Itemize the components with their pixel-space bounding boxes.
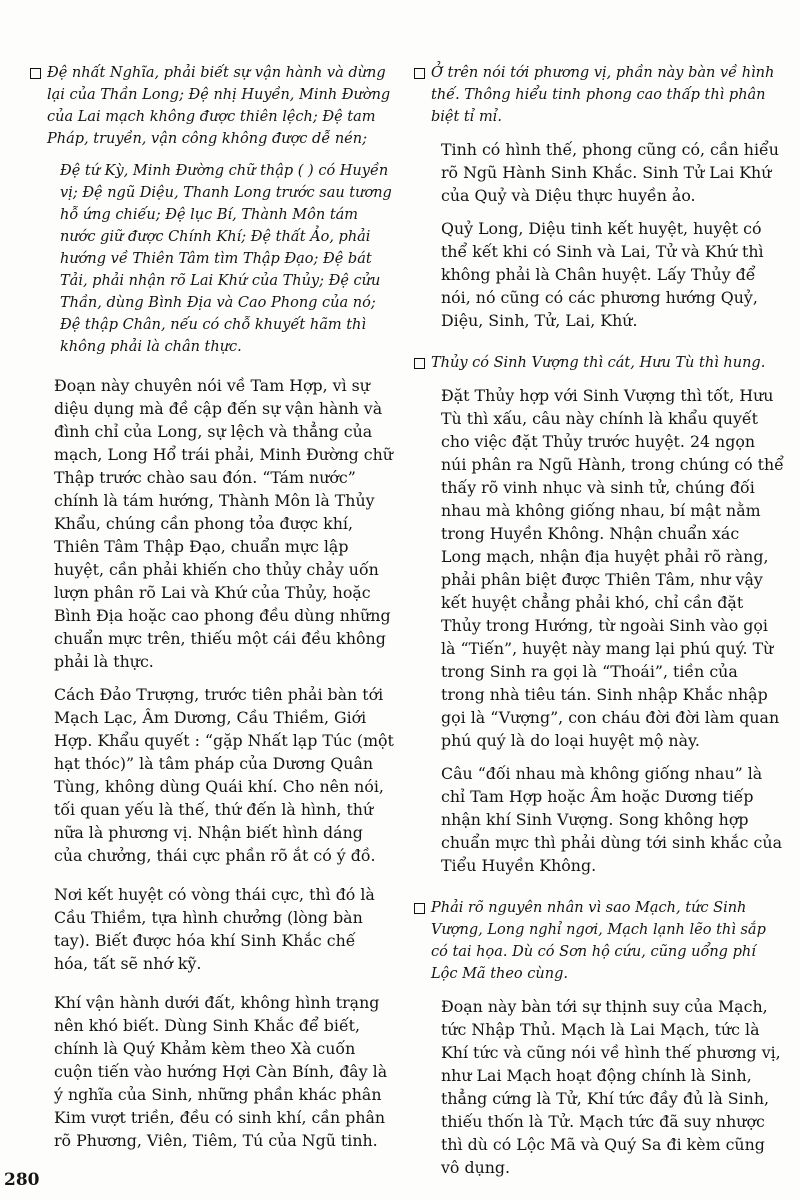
bullet-item — [414, 897, 784, 985]
right-column — [414, 62, 784, 1179]
body-paragraph: Nơi kết huyệt có vòng thái cực, thì đó là Cầu Thiềm, tựa hình chưởng (lòng bàn tay). Biết được hóa khí Sinh Khắc chế hóa, tất sẽ nhớ kỹ. — [54, 885, 375, 973]
italic-verse: Phải rõ nguyên nhân vì sao Mạch, tức Sinh Vượng, Long nghỉ ngơi, Mạch lạnh lẽo thì sắp có tai họa. Dù có Sơn hộ cứu, cũng uổng phí Lộc Mã theo cùng. — [431, 900, 766, 982]
bullet-item — [414, 352, 784, 374]
left-column — [30, 62, 394, 1152]
body-paragraph: Quỷ Long, Diệu tinh kết huyệt, huyệt có thể kết khi có Sinh và Lai, Tử và Khứ thì không phải là Chân huyệt. Lấy Thủy để nói, nó cũng có các phương hướng Quỷ, Diệu, Sinh, Tử, Lai, Khứ. — [441, 219, 764, 330]
body-paragraph: Khí vận hành dưới đất, không hình trạng nên khó biết. Dùng Sinh Khắc để biết, chính là Quý Khảm kèm theo Xà cuốn cuộn tiến vào hướng Hợi Càn Bính, đây là ý nghĩa của Sinh, những phần khác phân Kim vượt triền, đều có sinh khí, cần phân rõ Phương, Viên, Tiêm, Tú của Ngũ tinh. — [54, 993, 388, 1150]
page-number: 280 — [4, 1170, 40, 1190]
checkbox-square-icon — [414, 903, 425, 914]
checkbox-square-icon — [30, 68, 41, 79]
italic-verse: Đệ nhất Nghĩa, phải biết sự vận hành và dừng lại của Thần Long; Đệ nhị Huyền, Minh Đường của Lai mạch không được thiên lệch; Đệ tam Pháp, truyền, vận công không được dễ nén; — [47, 65, 391, 147]
body-paragraph: Đoạn này bàn tới sự thịnh suy của Mạch, tức Nhập Thủ. Mạch là Lai Mạch, tức là Khí tức và cũng nói về hình thế phương vị, như Lai Mạch hoạt động chính là Sinh, thẳng cứng là Tử, Khí tức đầy đủ là Sinh, thiếu thốn là Tử. Mạch tức đã suy nhược thì dù có Lộc Mã và Quý Sa đi kèm cũng vô dụng. — [441, 997, 781, 1177]
body-paragraph: Cách Đảo Trượng, trước tiên phải bàn tới Mạch Lạc, Âm Dương, Cầu Thiềm, Giới Hợp. Khẩu quyết : “gặp Nhất lạp Túc (một hạt thóc)” là tâm pháp của Dương Quân Tùng, không dùng Quái khí. Cho nên nói, tối quan yếu là thế, thứ đến là hình, thứ nữa là phương vị. Nhận biết hình dáng của chưởng, thái cực phần rõ ắt có ý đồ. — [54, 685, 394, 865]
checkbox-square-icon — [414, 358, 425, 369]
bullet-item — [414, 62, 784, 128]
body-paragraph: Đoạn này chuyên nói về Tam Hợp, vì sự diệu dụng mà đề cập đến sự vận hành và đình chỉ của Long, sự lệch và thẳng của mạch, Long Hổ trái phải, Minh Đường chữ Thập trước chào sau đón. “Tám nước” chính là tám hướng, Thành Môn là Thủy Khẩu, chúng cần phong tỏa được khí, Thiên Tâm Thập Đạo, chuẩn mực lập huyệt, cần phải khiến cho thủy chảy uốn lượn phân rõ Lai và Khứ của Thủy, hoặc Bình Địa hoặc cao phong đều dùng những chuẩn mực trên, thiếu một cái đều không phải là thực. — [54, 376, 393, 671]
body-paragraph: Tinh có hình thế, phong cũng có, cần hiểu rõ Ngũ Hành Sinh Khắc. Sinh Tử Lai Khứ của Quỷ và Diệu thực huyền ảo. — [441, 140, 779, 205]
bullet-item — [30, 62, 394, 150]
body-paragraph: Câu “đối nhau mà không giống nhau” là chỉ Tam Hợp hoặc Âm hoặc Dương tiếp nhận khí Sinh Vượng. Song không hợp chuẩn mực thì phải dùng tới sinh khắc của Tiểu Huyền Không. — [441, 764, 782, 875]
italic-verse: Ở trên nói tới phương vị, phần này bàn về hình thế. Thông hiểu tinh phong cao thấp thì phân biệt tỉ mỉ. — [431, 65, 775, 125]
italic-verse: Thủy có Sinh Vượng thì cát, Hưu Tù thì hung. — [431, 355, 766, 371]
checkbox-square-icon — [414, 68, 425, 79]
italic-verse-continued: Đệ tứ Kỳ, Minh Đường chữ thập ( ) có Huyền vị; Đệ ngũ Diệu, Thanh Long trước sau tương hỗ ứng chiếu; Đệ lục Bí, Thành Môn tám nước giữ được Chính Khí; Đệ thất Ảo, phải hướng về Thiên Tâm tìm Thập Đạo; Đệ bát Tải, phải nhận rõ Lai Khứ của Thủy; Đệ cửu Thần, dùng Bình Địa và Cao Phong của nó; Đệ thập Chân, nếu có chỗ khuyết hãm thì không phải là chân thực. — [60, 163, 392, 355]
body-paragraph: Đặt Thủy hợp với Sinh Vượng thì tốt, Hưu Tù thì xấu, câu này chính là khẩu quyết cho việc đặt Thủy trước huyệt. 24 ngọn núi phân ra Ngũ Hành, trong chúng có thể thấy rõ vinh nhục và sinh tử, chúng đối nhau mà không giống nhau, bí mật nằm trong Huyền Không. Nhận chuẩn xác Long mạch, nhận địa huyệt phải rõ ràng, phải phân biệt được Thiên Tâm, như vậy kết huyệt chẳng phải khó, chỉ cần đặt Thủy trong Hướng, từ ngoài Sinh vào gọi là “Tiến”, huyệt này mang lại phú quý. Từ trong Sinh ra gọi là “Thoái”, tiền của trong nhà tiêu tán. Sinh nhập Khắc nhập gọi là “Vượng”, con cháu đời đời làm quan phú quý là do loại huyệt mộ này. — [441, 386, 784, 750]
